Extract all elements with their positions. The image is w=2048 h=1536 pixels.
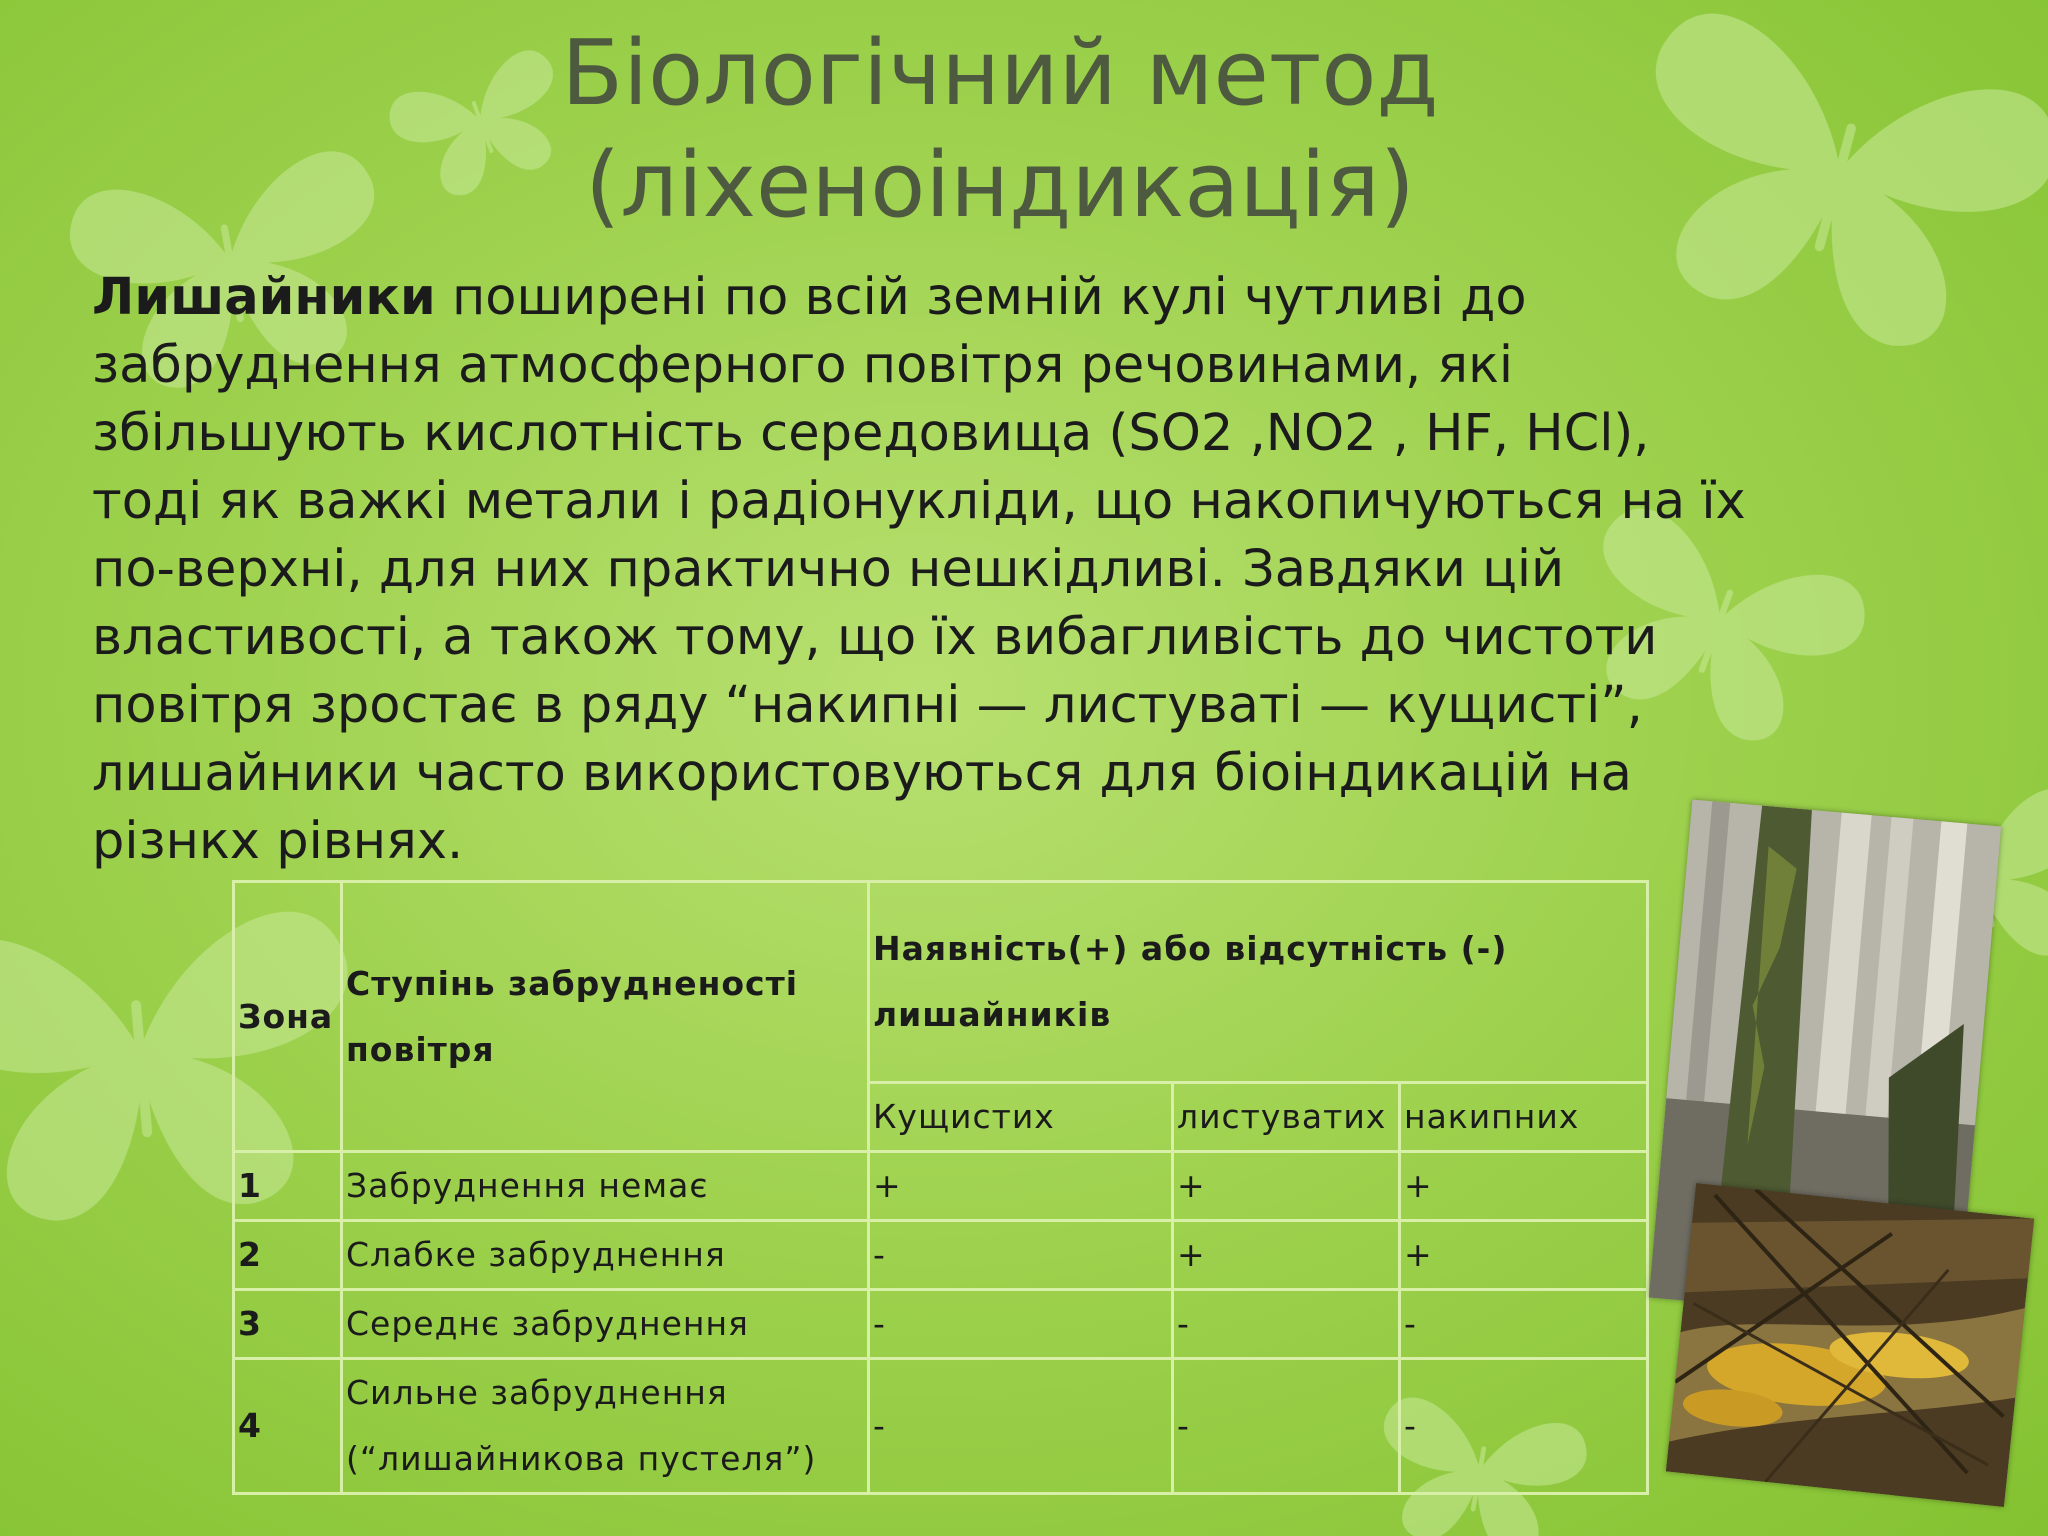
line1-rest: поширені по всій земній кулі чутливі до bbox=[435, 268, 1527, 327]
table-row bbox=[234, 1221, 1648, 1290]
zone-cell: 1 bbox=[234, 1152, 342, 1221]
bushy-cell: + bbox=[869, 1152, 1173, 1221]
paragraph-line-5: по-верхні, для них практично нешкідливі. Завдяки цій bbox=[92, 540, 1565, 599]
paragraph-line-1 bbox=[92, 264, 2022, 332]
lichen-paragraph bbox=[92, 264, 2022, 876]
paragraph-line-4: тоді як важкі метали і радіонукліди, що накопичуються на їх bbox=[92, 472, 1746, 531]
leafy-cell: - bbox=[1173, 1359, 1400, 1494]
degree-cell: Слабке забруднення bbox=[342, 1221, 869, 1290]
title-line-2: (ліхеноіндикація) bbox=[585, 133, 1415, 238]
degree-line-1: Сильне забруднення bbox=[346, 1373, 728, 1412]
zone-cell: 4 bbox=[234, 1359, 342, 1494]
crustose-cell: - bbox=[1400, 1359, 1648, 1494]
degree-cell: Середнє забруднення bbox=[342, 1290, 869, 1359]
header-presence: Наявність(+) або відсутність (-) лишайників bbox=[869, 882, 1648, 1083]
paragraph-line-6: властивості, а також тому, що їх вибагливість до чистоти bbox=[92, 608, 1658, 667]
leafy-cell: + bbox=[1173, 1152, 1400, 1221]
paragraph-line-3: збільшують кислотність середовища (SO2 ,NO2 , HF, HCl), bbox=[92, 404, 1650, 463]
zone-cell: 3 bbox=[234, 1290, 342, 1359]
table-row bbox=[234, 1152, 1648, 1221]
degree-cell: Забруднення немає bbox=[342, 1152, 869, 1221]
lichen-branch-photo bbox=[1666, 1183, 2034, 1507]
bushy-cell: - bbox=[869, 1290, 1173, 1359]
table-row bbox=[234, 1290, 1648, 1359]
paragraph-line-8: лишайники часто використовуються для біоіндикацій на bbox=[92, 744, 1632, 803]
title-line-1: Біологічний метод bbox=[561, 21, 1439, 126]
bold-lead: Лишайники bbox=[92, 268, 436, 327]
paragraph-line-2: забруднення атмосферного повітря речовинами, які bbox=[92, 336, 1514, 395]
slide-title bbox=[0, 18, 2000, 242]
paragraph-line-9: різнкх рівнях. bbox=[92, 812, 464, 871]
leafy-cell: + bbox=[1173, 1221, 1400, 1290]
header-leafy: листуватих bbox=[1173, 1083, 1400, 1152]
degree-cell bbox=[342, 1359, 869, 1494]
leafy-cell: - bbox=[1173, 1290, 1400, 1359]
header-degree: Ступінь забрудненості повітря bbox=[342, 882, 869, 1152]
lichen-zone-table bbox=[232, 880, 1649, 1495]
header-crustose: накипних bbox=[1400, 1083, 1648, 1152]
bushy-cell: - bbox=[869, 1359, 1173, 1494]
table-row bbox=[234, 1359, 1648, 1494]
paragraph-line-7: повітря зростає в ряду “накипні — листуваті — кущисті”, bbox=[92, 676, 1643, 735]
crustose-cell: + bbox=[1400, 1221, 1648, 1290]
crustose-cell: + bbox=[1400, 1152, 1648, 1221]
table-header-row bbox=[234, 882, 1648, 1083]
degree-line-2: (“лишайникова пустеля”) bbox=[346, 1439, 817, 1478]
crustose-cell: - bbox=[1400, 1290, 1648, 1359]
zone-cell: 2 bbox=[234, 1221, 342, 1290]
header-bushy: Кущистих bbox=[869, 1083, 1173, 1152]
header-zone: Зона bbox=[234, 882, 342, 1152]
bushy-cell: - bbox=[869, 1221, 1173, 1290]
